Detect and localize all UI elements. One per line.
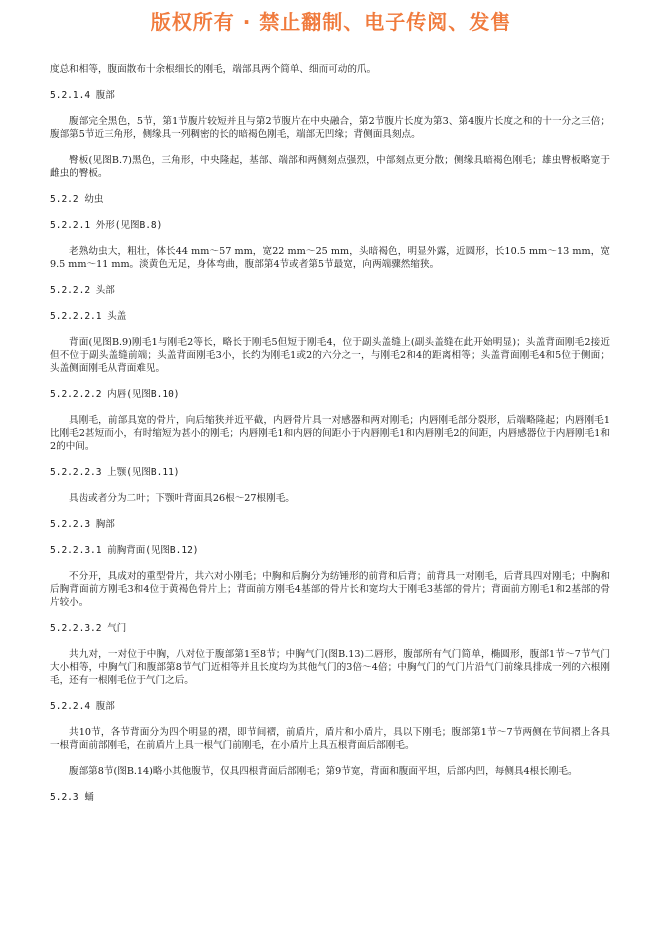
watermark-banner: 版权所有 · 禁止翻制、电子传阅、发售 <box>150 10 512 34</box>
spacer <box>50 479 610 492</box>
section-heading: 5.2.3 蛹 <box>50 792 94 803</box>
spacer <box>50 453 610 466</box>
paragraph: 共九对，一对位于中胸，八对位于腹部第1至8节；中胸气门(图B.13)二唇形，腹部所有气门简单，椭圆形，腹部1节～7节气门大小相等，中胸气门和腹部第8节气门近相等并且长度均为其他气门的3倍～4倍；中胸气门的气门片沿气门前缘具排成一列的六根刚毛，还有一根刚毛位于气门之后。 <box>50 649 610 686</box>
paragraph: 不分开，具成对的重型骨片，共六对小刚毛；中胸和后胸分为纺锤形的前背和后背；前背具一对刚毛，后背具四对刚毛；中胸和后胸背面前方刚毛3和4位于黄褐色骨片上；背面前方刚毛4基部的骨片长和宽均大于刚毛3基部的骨片；背面前方刚毛1和2基部的骨片较小。 <box>50 571 610 608</box>
paragraph: 腹部完全黑色，5节，第1节腹片较短并且与第2节腹片在中央融合，第2节腹片长度为第3、第4腹片长度之和的十一分之三倍；腹部第5节近三角形，侧缘具一列稠密的长的暗褐色刚毛，端部无凹缘；背侧面具刻点。 <box>50 116 610 140</box>
spacer <box>50 713 610 726</box>
spacer <box>50 297 610 310</box>
section-heading: 5.2.2.2.3 上颚(见图B.11) <box>50 467 180 478</box>
spacer <box>50 401 610 414</box>
section-heading: 5.2.2.3.2 气门 <box>50 623 127 634</box>
spacer <box>50 635 610 648</box>
spacer <box>50 76 610 89</box>
spacer <box>50 180 610 193</box>
spacer <box>50 206 610 219</box>
spacer <box>50 375 610 388</box>
spacer <box>50 687 610 700</box>
paragraph: 具齿或者分为二叶；下颚叶背面具26根～27根刚毛。 <box>69 493 295 504</box>
document-body <box>50 63 610 804</box>
section-heading: 5.2.2.2 头部 <box>50 285 115 296</box>
spacer <box>50 271 610 284</box>
section-heading: 5.2.2.4 腹部 <box>50 701 115 712</box>
spacer <box>50 557 610 570</box>
section-heading: 5.2.2 幼虫 <box>50 194 104 205</box>
spacer <box>50 531 610 544</box>
spacer <box>50 141 610 154</box>
section-heading: 5.2.2.3 胸部 <box>50 519 115 530</box>
paragraph: 共10节，各节背面分为四个明显的褶，即节间褶，前盾片，盾片和小盾片，具以下刚毛；腹部第1节～7节两侧在节间褶上各具一根背面前部刚毛，在前盾片上具一根气门前刚毛，在小盾片上具五根背面后部刚毛。 <box>50 727 610 751</box>
spacer <box>50 505 610 518</box>
paragraph: 具刚毛，前部具宽的骨片，向后缩狭并近平截，内唇骨片具一对感器和两对刚毛；内唇刚毛部分裂形，后端略隆起；内唇刚毛1比刚毛2甚短而小，有时缩短为甚小的刚毛；内唇刚毛1和内唇的间距小于内唇刚毛1和内唇刚毛2的间距，内唇感器位于内唇刚毛1和2的中间。 <box>50 415 610 452</box>
section-heading: 5.2.2.3.1 前胸背面(见图B.12) <box>50 545 199 556</box>
section-heading: 5.2.1.4 腹部 <box>50 90 115 101</box>
spacer <box>50 609 610 622</box>
spacer <box>50 232 610 245</box>
spacer <box>50 752 610 765</box>
spacer <box>50 102 610 115</box>
spacer <box>50 778 610 791</box>
section-heading: 5.2.2.2.1 头盖 <box>50 311 127 322</box>
paragraph: 度总和相等，腹面散布十余根细长的刚毛，端部具两个简单、细而可动的爪。 <box>50 64 377 75</box>
paragraph: 背面(见图B.9)刚毛1与刚毛2等长，略长于刚毛5但短于刚毛4，位于副头盖缝上(副头盖缝在此开始明显)；头盖背面刚毛2接近但不位于副头盖缝前端；头盖背面刚毛3小，长约为刚毛1或2的六分之一，与刚毛2和4的距离相等；头盖背面刚毛4和5位于侧面；头盖侧面刚毛从背面难见。 <box>50 337 610 374</box>
section-heading: 5.2.2.2.2 内唇(见图B.10) <box>50 389 180 400</box>
section-heading: 5.2.2.1 外形(见图B.8) <box>50 220 163 231</box>
paragraph: 臀板(见图B.7)黑色，三角形，中央隆起，基部、端部和两侧刻点强烈，中部刻点更分散；侧缘具暗褐色刚毛；雄虫臀板略宽于雌虫的臀板。 <box>50 155 610 179</box>
paragraph: 腹部第8节(图B.14)略小其他腹节，仅具四根背面后部刚毛；第9节宽，背面和腹面平坦，后部内凹，每侧具4根长刚毛。 <box>69 766 578 777</box>
paragraph: 老熟幼虫大，粗壮，体长44 mm～57 mm，宽22 mm～25 mm，头暗褐色，明显外露，近圆形，长10.5 mm～13 mm，宽9.5 mm～11 mm。淡黄色无足，身体弯曲，腹部第4节或者第5节最宽，向两端骤然缩狭。 <box>50 246 610 270</box>
spacer <box>50 323 610 336</box>
